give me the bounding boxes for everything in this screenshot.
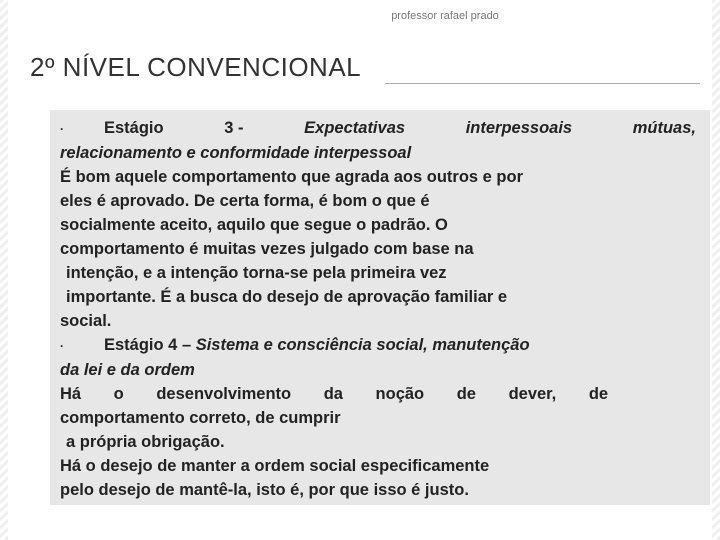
stage3-title-word: interpessoais bbox=[465, 119, 573, 137]
stage3-lead bbox=[60, 116, 164, 141]
slide-title: 2º NÍVEL CONVENCIONAL bbox=[30, 52, 362, 82]
stage4-title-line2: da lei e da ordem bbox=[60, 361, 195, 379]
slide-header: professor rafael prado bbox=[391, 10, 499, 22]
stage3-title-word: Expectativas bbox=[304, 119, 406, 137]
title-row bbox=[30, 52, 700, 86]
paragraph-line: importante. É a busca do desejo de aprovação familiar e bbox=[66, 288, 508, 306]
paragraph-line: Há o desenvolvimento da noção de dever, de bbox=[60, 385, 609, 403]
paragraph-line: socialmente aceito, aquilo que segue o padrão. O bbox=[60, 216, 448, 234]
paragraph-line: pelo desejo de mantê-la, isto é, por que isso é justo. bbox=[60, 481, 469, 499]
paragraph-line: É bom aquele comportamento que agrada aos outros e por bbox=[60, 168, 523, 186]
title-underline bbox=[385, 83, 700, 84]
paragraph-line: comportamento é muitas vezes julgado com base na bbox=[60, 240, 474, 258]
paragraph-line: social. bbox=[60, 312, 112, 330]
stage4-title: Sistema e consciência social, manutenção bbox=[195, 336, 530, 354]
stage4-heading bbox=[60, 333, 696, 358]
paragraph-line: eles é aprovado. De certa forma, é bom o que é bbox=[60, 192, 430, 210]
bullet: · bbox=[60, 122, 64, 136]
stage3-title-line2: relacionamento e conformidade interpessoal bbox=[60, 144, 412, 162]
right-decorative-stripe bbox=[712, 0, 720, 540]
stage3-number: 3 - bbox=[224, 119, 244, 137]
paragraph-line: a própria obrigação. bbox=[66, 433, 225, 451]
paragraph-line: comportamento correto, de cumprir bbox=[60, 409, 341, 427]
paragraph-line: intenção, e a intenção torna-se pela primeira vez bbox=[66, 264, 447, 282]
paragraph-line: Há o desejo de manter a ordem social especificamente bbox=[60, 457, 490, 475]
stage3-title-word: mútuas, bbox=[632, 119, 696, 137]
content-box bbox=[50, 110, 710, 505]
stage4-label: Estágio 4 – bbox=[104, 336, 192, 354]
stage3-label: Estágio bbox=[104, 119, 164, 137]
stage3-heading bbox=[60, 116, 696, 141]
left-decorative-stripe bbox=[0, 0, 8, 540]
bullet: · bbox=[60, 339, 64, 353]
